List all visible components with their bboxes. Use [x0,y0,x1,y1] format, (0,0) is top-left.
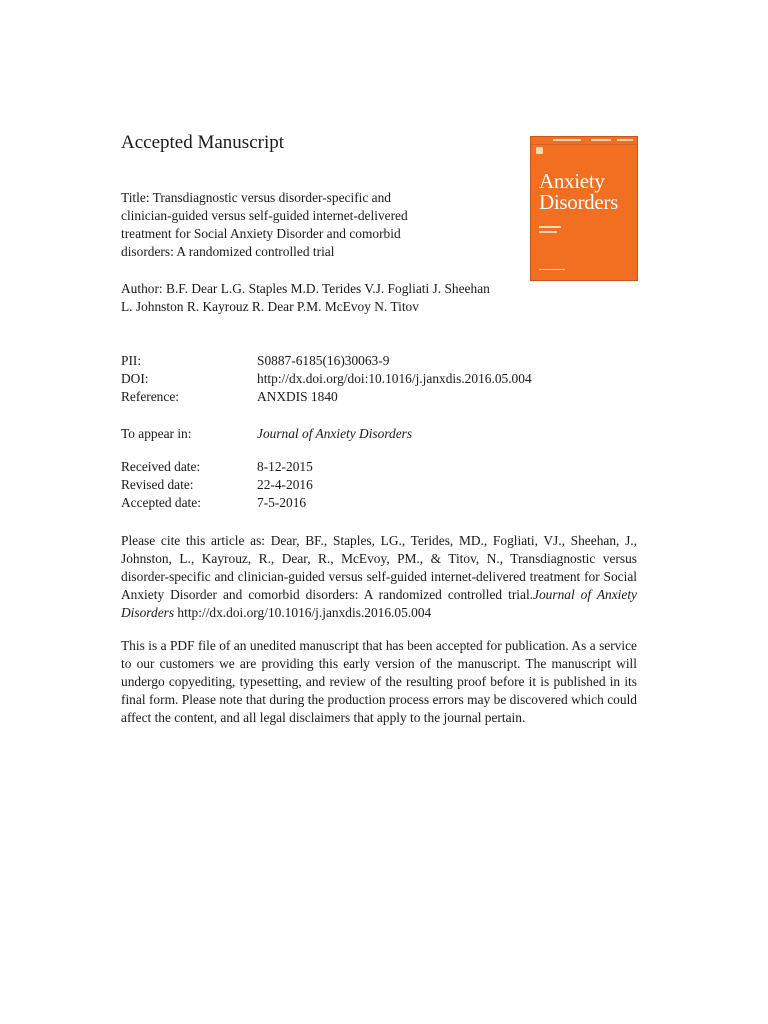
citation-paragraph [121,532,637,622]
publisher-logo-icon [536,147,543,154]
doi-link[interactable]: http://dx.doi.org/doi:10.1016/j.janxdis.2016.05.004 [257,371,532,386]
accepted-date: 7-5-2016 [257,495,307,510]
author-list: B.F. Dear L.G. Staples M.D. Terides V.J. Fogliati J. Sheehan L. Johnston R. Kayrouz R. Dear P.M. McEvoy N. Titov [121,281,490,314]
cover-top-bar [531,137,637,145]
revised-row [121,476,313,494]
citation-journal: Journal of Anxiety Disorders [121,587,637,620]
author-block [121,280,493,316]
pii-row [121,352,389,370]
page-title: Accepted Manuscript [121,132,285,153]
title-label: Title: [121,190,153,205]
revised-label: Revised date: [121,477,194,492]
journal-cover-image [530,136,638,281]
doi-label: DOI: [121,371,149,386]
notice-paragraph: This is a PDF file of an unedited manuscript that has been accepted for publication. As a service to our customers we are providing this early version of the manuscript. The manuscript will undergo copyediting, typesetting, and review of the resulting proof before it is published in its final form. Please note that during the production process errors may be discovered which could affect the content, and all legal disclaimers that apply to the journal pertain. [121,638,637,725]
pii-value: S0887-6185(16)30063-9 [257,353,390,368]
doi-row [121,370,532,388]
accepted-label: Accepted date: [121,495,201,510]
pii-label: PII: [121,353,142,368]
cover-title-line2: Disorders [539,190,618,214]
cover-title [539,171,618,213]
article-title-block [121,189,441,261]
received-date: 8-12-2015 [257,459,313,474]
citation-doi[interactable]: http://dx.doi.org/10.1016/j.janxdis.2016.05.004 [174,605,432,620]
appear-row [121,425,412,443]
reference-row [121,388,338,406]
citation-text: Please cite this article as: Dear, BF., Staples, LG., Terides, MD., Fogliati, VJ., Sheehan, J., Johnston, L., Kayrouz, R., Dear, R., McEvoy, PM., & Titov, N., Transdiagnostic versus disorder-specific and clinician-guided versus self-guided internet-delivered treatment for Social Anxiety Disorder and comorbid disorders: A randomized controlled trial. [121,533,637,602]
reference-value: ANXDIS 1840 [257,389,338,404]
cover-text-lines [539,226,561,236]
cover-title-line1: Anxiety [539,169,605,193]
received-row [121,458,313,476]
received-label: Received date: [121,459,201,474]
journal-name: Journal of Anxiety Disorders [257,426,413,441]
author-label: Author: [121,281,167,296]
appear-label: To appear in: [121,426,192,441]
article-title: Transdiagnostic versus disorder-specific and clinician-guided versus self-guided internet-delivered treatment for Social Anxiety Disorder and comorbid disorders: A randomized controlled trial [121,190,408,259]
revised-date: 22-4-2016 [257,477,313,492]
cover-footer-mark [539,269,565,275]
accepted-row [121,494,306,512]
reference-label: Reference: [121,389,179,404]
